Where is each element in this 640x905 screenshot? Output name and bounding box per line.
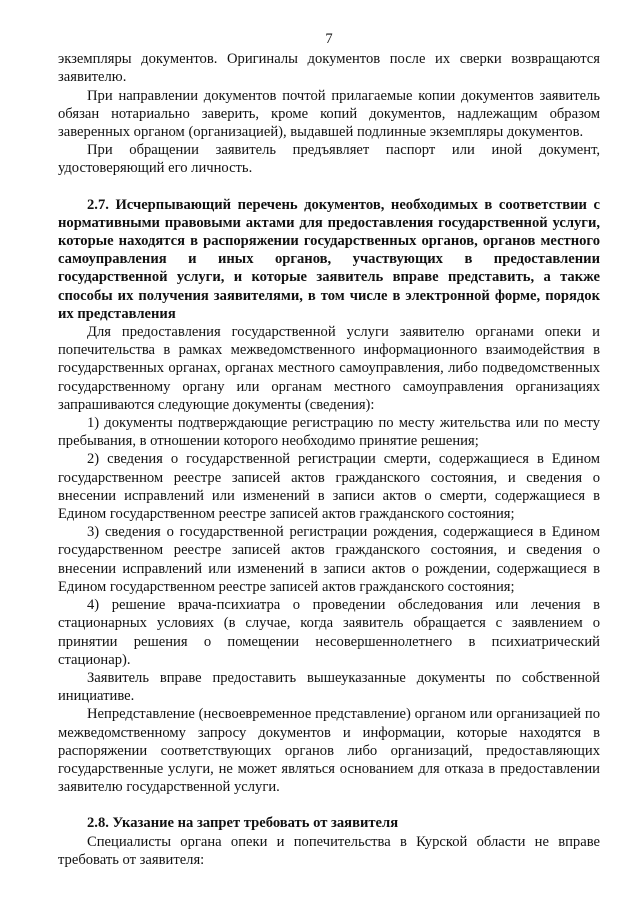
page-number: 7: [325, 31, 333, 47]
list-item: 4) решение врача-психиатра о проведении обследования или лечения в стационарных условиях (в случае, когда заявитель обращается с заявлением о принятии решения о помещении несовершеннолетнего в психиатрический стационар).: [58, 597, 600, 668]
paragraph-nonsubmission: Непредставление (несвоевременное представление) органом или организацией по межведомственному запросу документов и информации, которые находятся в распоряжении соответствующих органов либо организаций, предоставляющих государственные услуги, не может являться основанием для отказа в предоставлении заявителю государственной услуги.: [58, 706, 600, 796]
paragraph-prohibition: Специалисты органа опеки и попечительства в Курской области не вправе требовать от заявителя:: [58, 833, 600, 868]
paragraph-originals-returned: экземпляры документов. Оригиналы документов после их сверки возвращаются заявителю.: [58, 51, 600, 86]
paragraph-interagency-request: Для предоставления государственной услуги заявителю органами опеки и попечительства в рамках межведомственного информационного взаимодействия в государственных органах, органах местного самоуправления, либо подведомственных государственному органу или органам местного самоуправления организациях запрашиваются следующие документы (сведения):: [58, 324, 600, 413]
paragraph-postal-submission: При направлении документов почтой прилагаемые копии документов заявитель обязан нотариально заверить, кроме копий документов, надлежащим образом заверенных органом (организацией), выдавшей подлинные экземпляры документов.: [58, 87, 600, 141]
section-heading-2-8: 2.8. Указание на запрет требовать от заявителя: [87, 815, 399, 832]
list-item: 1) документы подтверждающие регистрацию по месту жительства или по месту пребывания, в отношении которого необходимо принятие решения;: [58, 415, 600, 450]
list-item: 2) сведения о государственной регистрации смерти, содержащиеся в Едином государственном реестре записей актов гражданского состояния, и сведения о внесении исправлений или изменений в записи актов о смерти, содержащиеся в Едином государственном реестре записей актов гражданского состояния;: [58, 451, 600, 523]
list-item: 3) сведения о государственной регистрации рождения, содержащиеся в Едином государственном реестре записей актов гражданского состояния, и сведения о внесении исправлений или изменений в записи актов о рождении, содержащиеся в Едином государственном реестре записей актов гражданского состояния;: [58, 524, 600, 595]
section-heading-2-7: 2.7. Исчерпывающий перечень документов, необходимых в соответствии с нормативными правовыми актами для предоставления государственной услуги, которые находятся в распоряжении государственных органов, органов местного самоуправления и иных органов, участвующих в предоставлении государственной услуги, и которые заявитель вправе представить, а также способы их получения заявителями, в том числе в электронной форме, порядок их представления: [58, 196, 600, 322]
paragraph-applicant-right: Заявитель вправе предоставить вышеуказанные документы по собственной инициативе.: [58, 669, 600, 705]
paragraph-passport: При обращении заявитель предъявляет паспорт или иной документ, удостоверяющий его личность.: [58, 142, 600, 177]
